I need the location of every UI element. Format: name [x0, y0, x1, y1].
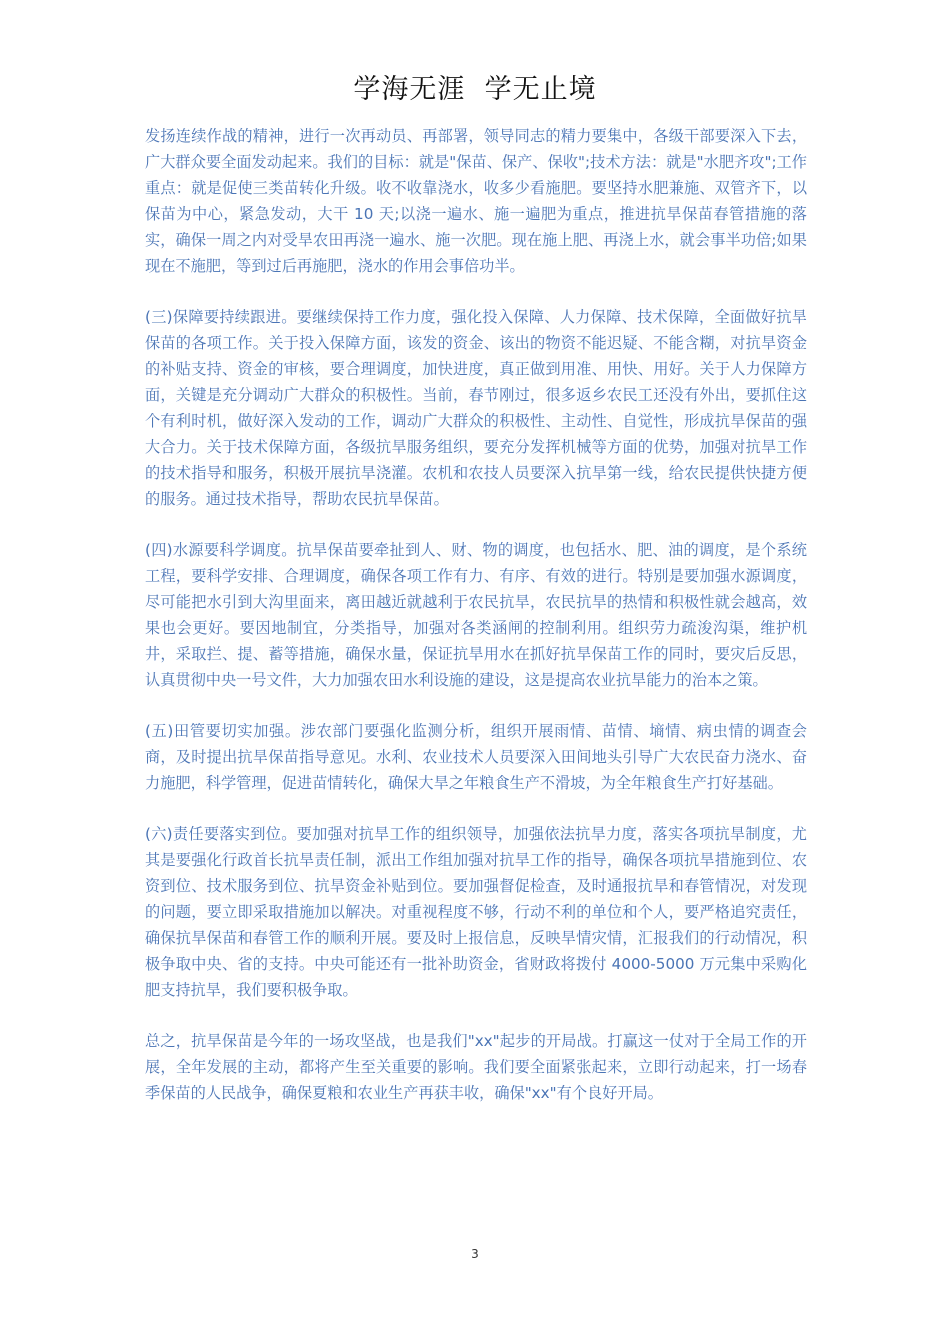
paragraph-2: (三)保障要持续跟进。要继续保持工作力度，强化投入保障、人力保障、技术保障，全面做好抗旱保苗的各项工作。关于投入保障方面，该发的资金、该出的物资不能迟疑、不能含糊，对抗旱资金的补贴支持、资金的审核，要合理调度，加快进度，真正做到用准、用快、用好。关于人力保障方面，关键是充分调动广大群众的积极性。当前，春节刚过，很多返乡农民工还没有外出，要抓住这个有利时机，做好深入发动的工作，调动广大群众的积极性、主动性、自觉性，形成抗旱保苗的强大合力。关于技术保障方面，各级抗旱服务组织，要充分发挥机械等方面的优势，加强对抗旱工作的技术指导和服务，积极开展抗旱浇灌。农机和农技人员要深入抗旱第一线，给农民提供快捷方便的服务。通过技术指导，帮助农民抗旱保苗。	[145, 308, 807, 508]
paragraph-5: (六)责任要落实到位。要加强对抗旱工作的组织领导，加强依法抗旱力度，落实各项抗旱制度，尤其是要强化行政首长抗旱责任制，派出工作组加强对抗旱工作的指导，确保各项抗旱措施到位、农资到位、技术服务到位、抗旱资金补贴到位。要加强督促检查，及时通报抗旱和春管情况，对发现的问题，要立即采取措施加以解决。对重视程度不够，行动不利的单位和个人，要严格追究责任，确保抗旱保苗和春管工作的顺利开展。要及时上报信息，反映旱情灾情，汇报我们的行动情况，积极争取中央、省的支持。中央可能还有一批补助资金，省财政将拨付 4000-5000 万元集中采购化肥支持抗旱，我们要积极争取。	[145, 825, 807, 999]
paragraph-6: 总之，抗旱保苗是今年的一场攻坚战，也是我们"xx"起步的开局战。打赢这一仗对于全局工作的开展，全年发展的主动，都将产生至关重要的影响。我们要全面紧张起来，立即行动起来，打一场春季保苗的人民战争，确保夏粮和农业生产再获丰收，确保"xx"有个良好开局。	[145, 1032, 807, 1102]
paragraph-3: (四)水源要科学调度。抗旱保苗要牵扯到人、财、物的调度，也包括水、肥、油的调度，是个系统工程，要科学安排、合理调度，确保各项工作有力、有序、有效的进行。特别是要加强水源调度，尽可能把水引到大沟里面来，离田越近就越利于农民抗旱，农民抗旱的热情和积极性就会越高，效果也会更好。要因地制宜，分类指导，加强对各类涵闸的控制利用。组织劳力疏浚沟渠，维护机井，采取拦、提、蓄等措施，确保水量，保证抗旱用水在抓好抗旱保苗工作的同时，要灾后反思，认真贯彻中央一号文件，大力加强农田水利设施的建设，这是提高农业抗旱能力的治本之策。	[145, 541, 807, 689]
paragraph-1: 发扬连续作战的精神，进行一次再动员、再部署，领导同志的精力要集中，各级干部要深入下去，广大群众要全面发动起来。我们的目标：就是"保苗、保产、保收";技术方法：就是"水肥齐攻";工作重点：就是促使三类苗转化升级。收不收靠浇水，收多少看施肥。要坚持水肥兼施、双管齐下，以保苗为中心，紧急发动，大干 10 天;以浇一遍水、施一遍肥为重点，推进抗旱保苗春管措施的落实，确保一周之内对受旱农田再浇一遍水、施一次肥。现在施上肥、再浇上水，就会事半功倍;如果现在不施肥，等到过后再施肥，浇水的作用会事倍功半。	[145, 127, 807, 275]
document-body	[145, 123, 807, 1131]
page-header-title: 学海无涯 学无止境	[353, 74, 597, 105]
paragraph-4: (五)田管要切实加强。涉农部门要强化监测分析，组织开展雨情、苗情、墒情、病虫情的调查会商，及时提出抗旱保苗指导意见。水利、农业技术人员要深入田间地头引导广大农民奋力浇水、奋力施肥，科学管理，促进苗情转化，确保大旱之年粮食生产不滑坡，为全年粮食生产打好基础。	[145, 722, 807, 792]
page-number: 3	[471, 1247, 479, 1261]
